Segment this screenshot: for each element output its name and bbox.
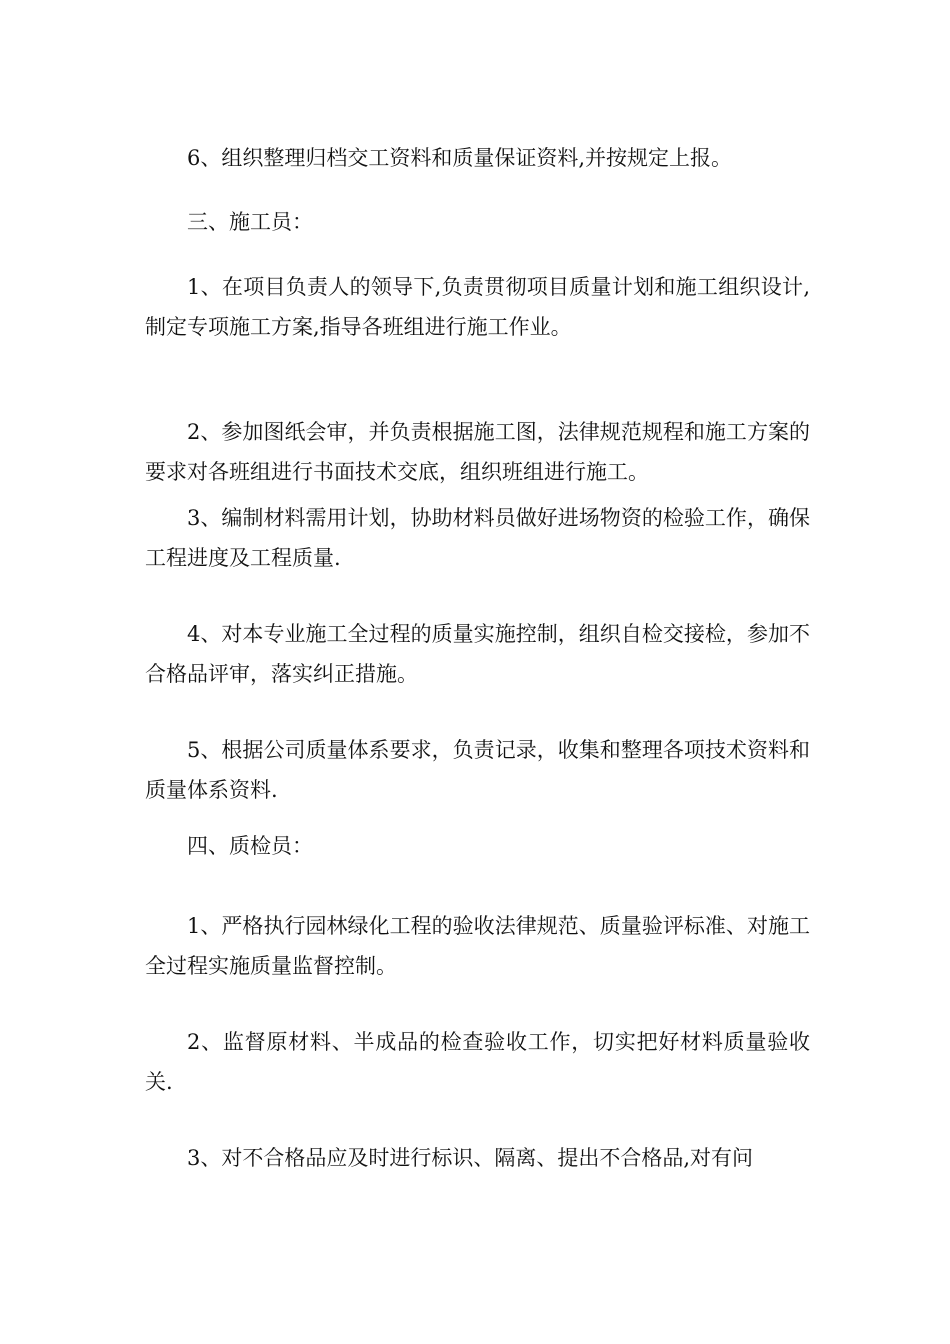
section-heading-quality-inspector: 四、质检员： [187, 834, 313, 858]
paragraph-item-6-archive: 6、组织整理归档交工资料和质量保证资料,并按规定上报。 [187, 146, 733, 170]
paragraph-item-2-inspector: 2、监督原材料、半成品的检查验收工作，切实把好材料质量验收关. [145, 1030, 810, 1094]
paragraph-item-2-construction: 2、参加图纸会审，并负责根据施工图，法律规范规程和施工方案的要求对各班组进行书面技术交底，组织班组进行施工。 [145, 420, 810, 484]
paragraph-item-1-construction: 1、在项目负责人的领导下,负责贯彻项目质量计划和施工组织设计,制定专项施工方案,指导各班组进行施工作业。 [145, 275, 810, 339]
paragraph-item-5-construction: 5、根据公司质量体系要求，负责记录，收集和整理各项技术资料和质量体系资料. [145, 738, 810, 802]
paragraph-item-3-construction: 3、编制材料需用计划，协助材料员做好进场物资的检验工作，确保工程进度及工程质量. [145, 506, 810, 570]
section-heading-construction-staff: 三、施工员： [187, 210, 313, 234]
paragraph-item-4-construction: 4、对本专业施工全过程的质量实施控制，组织自检交接检，参加不合格品评审，落实纠正措施。 [145, 622, 810, 686]
paragraph-item-3-inspector: 3、对不合格品应及时进行标识、隔离、提出不合格品,对有问 [187, 1146, 754, 1170]
paragraph-item-1-inspector: 1、严格执行园林绿化工程的验收法律规范、质量验评标准、对施工全过程实施质量监督控制。 [145, 914, 810, 978]
